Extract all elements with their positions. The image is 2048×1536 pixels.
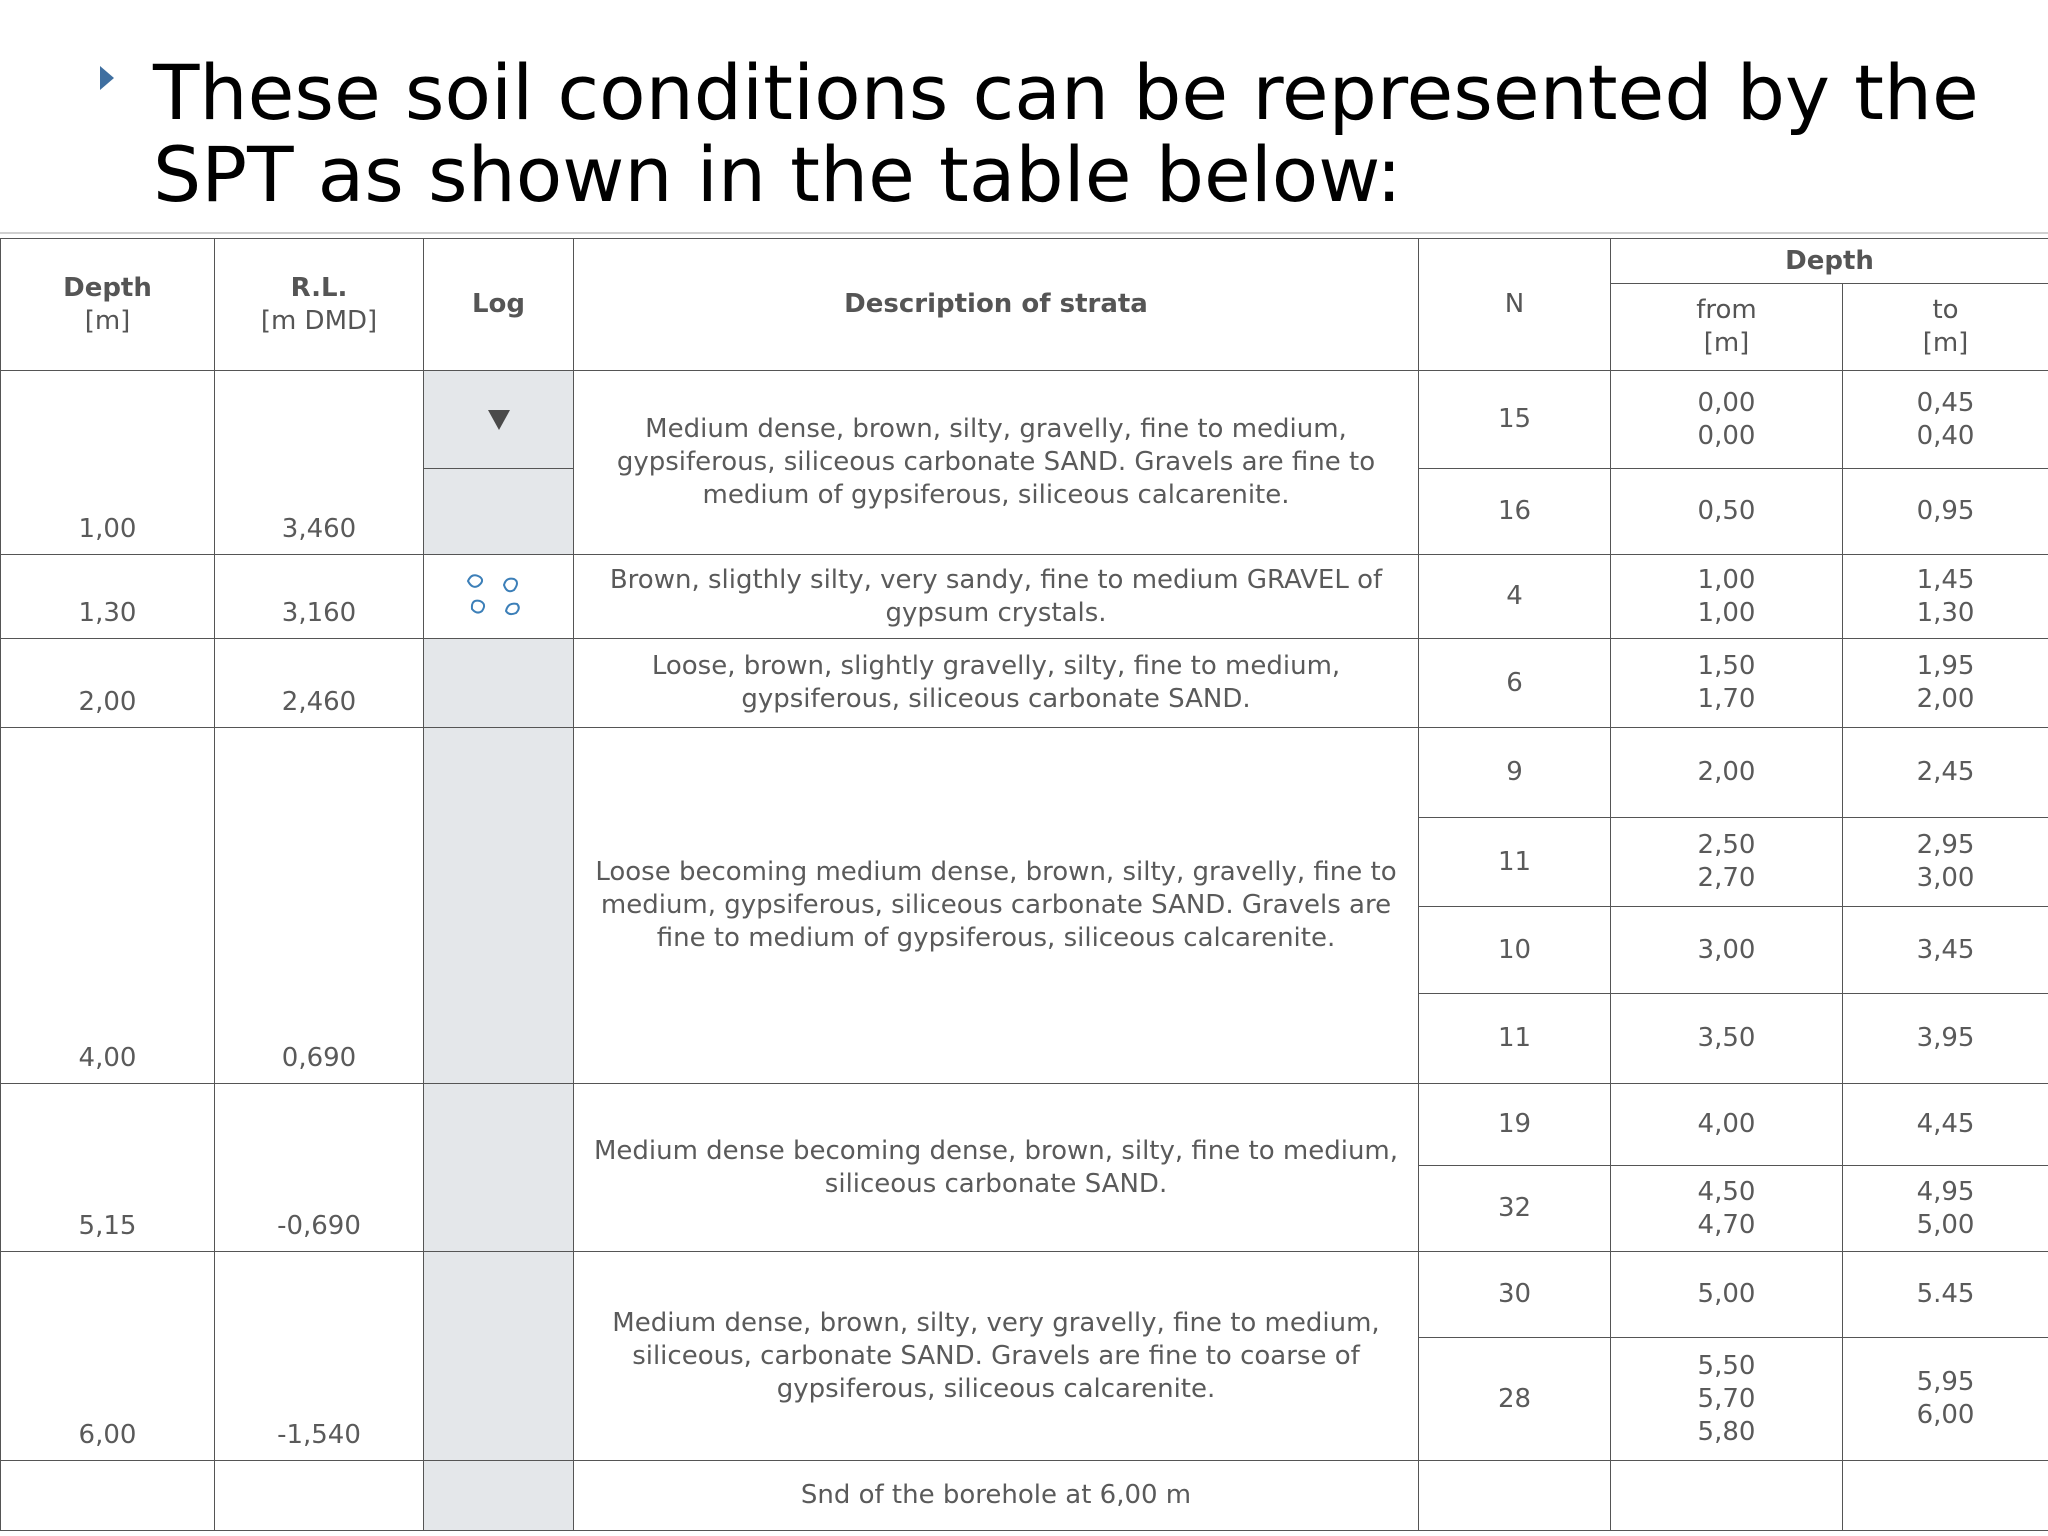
log-cell — [424, 1252, 574, 1461]
header-to — [1843, 284, 2048, 371]
water-table-icon — [488, 410, 510, 430]
log-cell — [424, 371, 574, 469]
slide-title-text: These soil conditions can be represented by the SPT as shown in the table below: — [153, 48, 1979, 219]
stratum-description: Medium dense, brown, silty, very gravelly, fine to medium, siliceous, carbonate SAND. Gravels are fine to coarse of gypsiferous, siliceous calcarenite. — [574, 1252, 1419, 1461]
sample-n: 4 — [1419, 555, 1611, 639]
header-rl-unit: [m DMD] — [260, 305, 378, 336]
header-to-label: to — [1932, 295, 1959, 325]
end-depth-cell — [1, 1461, 215, 1531]
sample-to — [1843, 639, 2048, 728]
sample-from: 3,50 — [1611, 994, 1843, 1084]
stratum-rl: 3,460 — [215, 371, 424, 555]
header-from — [1611, 284, 1843, 371]
sample-n: 11 — [1419, 994, 1611, 1084]
header-depth-unit: [m] — [84, 305, 131, 336]
end-from-cell — [1611, 1461, 1843, 1531]
log-cell — [424, 1084, 574, 1252]
sample-from: 0,50 — [1611, 469, 1843, 555]
end-rl-cell — [215, 1461, 424, 1531]
sample-from-value: 5,50 5,70 5,80 — [1697, 1350, 1756, 1447]
stratum-depth: 1,30 — [1, 555, 215, 639]
table-row — [1, 555, 2048, 639]
sample-to: 3,95 — [1843, 994, 2048, 1084]
sample-n: 11 — [1419, 818, 1611, 907]
end-n-cell — [1419, 1461, 1611, 1531]
header-log: Log — [424, 239, 574, 371]
sample-to-value: 0,45 0,40 — [1916, 387, 1975, 451]
sample-from — [1611, 639, 1843, 728]
sample-to-value: 1,95 2,00 — [1916, 651, 1975, 714]
header-n: N — [1419, 239, 1611, 371]
log-cell — [424, 555, 574, 639]
header-description: Description of strata — [574, 239, 1419, 371]
sample-from-value: 2,50 2,70 — [1697, 830, 1756, 893]
bullet-arrow-icon — [100, 66, 114, 90]
stratum-rl: -0,690 — [215, 1084, 424, 1252]
stratum-depth: 5,15 — [1, 1084, 215, 1252]
sample-to: 4,45 — [1843, 1084, 2048, 1166]
sample-to-value: 4,95 5,00 — [1916, 1176, 1975, 1240]
table-row — [1, 639, 2048, 728]
sample-n: 30 — [1419, 1252, 1611, 1338]
sample-n: 15 — [1419, 371, 1611, 469]
sample-from — [1611, 555, 1843, 639]
gravel-symbol-icon — [454, 567, 544, 627]
table-row — [1, 728, 2048, 818]
sample-to — [1843, 1166, 2048, 1252]
sample-to-value: 5,95 6,00 — [1916, 1367, 1975, 1430]
sample-from-value: 1,50 1,70 — [1697, 651, 1756, 714]
sample-n: 10 — [1419, 907, 1611, 994]
sample-from — [1611, 1166, 1843, 1252]
end-to-cell — [1843, 1461, 2048, 1531]
stratum-depth: 6,00 — [1, 1252, 215, 1461]
stratum-rl: 2,460 — [215, 639, 424, 728]
sample-to: 3,45 — [1843, 907, 2048, 994]
stratum-description: Loose becoming medium dense, brown, silty, gravelly, fine to medium, gypsiferous, siliceous carbonate SAND. Gravels are fine to medium of gypsiferous, siliceous calcarenite. — [574, 728, 1419, 1084]
sample-to — [1843, 371, 2048, 469]
stratum-depth: 4,00 — [1, 728, 215, 1084]
slide-title — [100, 48, 2030, 219]
header-sample-depth: Depth — [1611, 239, 2048, 284]
sample-to-value: 2,95 3,00 — [1916, 830, 1975, 893]
sample-from: 3,00 — [1611, 907, 1843, 994]
header-rl — [215, 239, 424, 371]
table-row — [1, 1252, 2048, 1338]
header-depth — [1, 239, 215, 371]
sample-from — [1611, 1338, 1843, 1461]
sample-to: 5.45 — [1843, 1252, 2048, 1338]
header-to-unit: [m] — [1922, 328, 1969, 358]
stratum-description: Loose, brown, slightly gravelly, silty, fine to medium, gypsiferous, siliceous carbonate SAND. — [574, 639, 1419, 728]
end-of-borehole-note: Snd of the borehole at 6,00 m — [574, 1461, 1419, 1531]
sample-to: 0,95 — [1843, 469, 2048, 555]
sample-from: 5,00 — [1611, 1252, 1843, 1338]
sample-from-value: 4,50 4,70 — [1697, 1176, 1756, 1240]
sample-to: 2,45 — [1843, 728, 2048, 818]
sample-from-value: 1,00 1,00 — [1697, 564, 1756, 628]
table-row — [1, 1084, 2048, 1166]
stratum-depth: 2,00 — [1, 639, 215, 728]
stratum-depth: 1,00 — [1, 371, 215, 555]
sample-from: 2,00 — [1611, 728, 1843, 818]
stratum-description: Brown, sligthly silty, very sandy, fine to medium GRAVEL of gypsum crystals. — [574, 555, 1419, 639]
sample-n: 9 — [1419, 728, 1611, 818]
stratum-rl: -1,540 — [215, 1252, 424, 1461]
table-top-rule — [0, 232, 2048, 234]
stratum-description: Medium dense, brown, silty, gravelly, fine to medium, gypsiferous, siliceous carbonate SAND. Gravels are fine to medium of gypsiferous, siliceous calcarenite. — [574, 371, 1419, 555]
sample-to — [1843, 818, 2048, 907]
header-rl-label: R.L. — [290, 272, 348, 303]
stratum-rl: 3,160 — [215, 555, 424, 639]
spt-borehole-table — [0, 238, 2048, 1531]
table-row — [1, 1461, 2048, 1531]
log-cell — [424, 728, 574, 1084]
sample-from: 4,00 — [1611, 1084, 1843, 1166]
sample-from — [1611, 371, 1843, 469]
sample-n: 32 — [1419, 1166, 1611, 1252]
sample-n: 16 — [1419, 469, 1611, 555]
sample-n: 6 — [1419, 639, 1611, 728]
log-cell — [424, 469, 574, 555]
log-cell — [424, 639, 574, 728]
table-header — [1, 239, 2048, 371]
sample-to-value: 1,45 1,30 — [1916, 564, 1975, 628]
stratum-description: Medium dense becoming dense, brown, silty, fine to medium, siliceous carbonate SAND. — [574, 1084, 1419, 1252]
sample-from — [1611, 818, 1843, 907]
header-depth-label: Depth — [63, 272, 152, 303]
table-row — [1, 371, 2048, 469]
sample-n: 19 — [1419, 1084, 1611, 1166]
header-from-unit: [m] — [1703, 328, 1750, 358]
sample-to — [1843, 1338, 2048, 1461]
stratum-rl: 0,690 — [215, 728, 424, 1084]
sample-n: 28 — [1419, 1338, 1611, 1461]
table-body — [1, 371, 2048, 1531]
sample-from-value: 0,00 0,00 — [1697, 387, 1756, 451]
log-cell — [424, 1461, 574, 1531]
sample-to — [1843, 555, 2048, 639]
header-from-label: from — [1696, 295, 1757, 325]
